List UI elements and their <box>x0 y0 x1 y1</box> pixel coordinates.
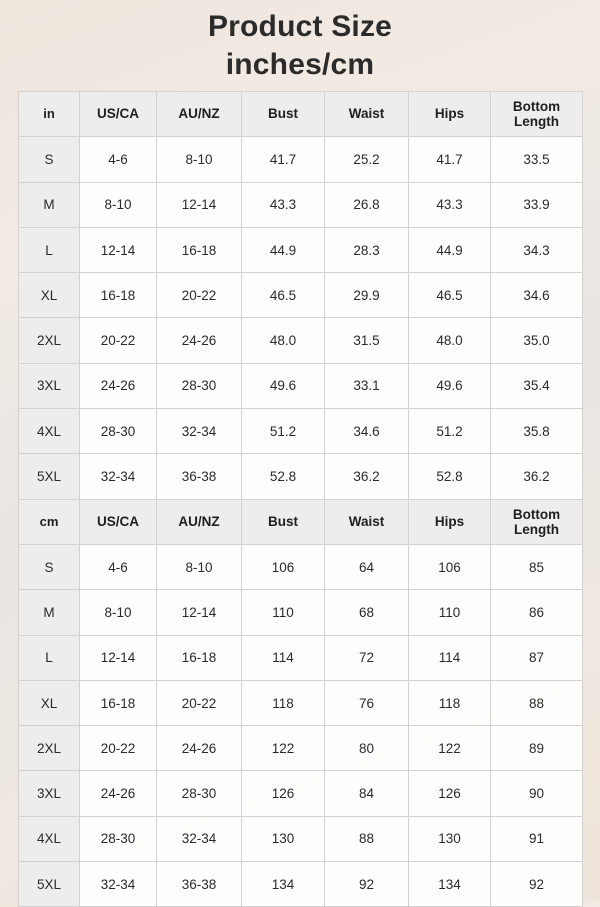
cell-hips: 46.5 <box>409 273 491 318</box>
cell-hips: 126 <box>409 771 491 816</box>
cell-hips: 44.9 <box>409 227 491 272</box>
cell-waist: 92 <box>325 862 409 907</box>
cell-bottom-length: 89 <box>491 726 583 771</box>
cell-bottom-length: 35.4 <box>491 363 583 408</box>
cell-waist: 36.2 <box>325 454 409 499</box>
cell-bottom-length: 34.6 <box>491 273 583 318</box>
row-size-label: 2XL <box>19 726 80 771</box>
cell-bust: 43.3 <box>242 182 325 227</box>
cell-hips: 49.6 <box>409 363 491 408</box>
cell-bottom-length: 35.0 <box>491 318 583 363</box>
cell-au-nz: 36-38 <box>157 862 242 907</box>
cell-hips: 41.7 <box>409 137 491 182</box>
cell-au-nz: 36-38 <box>157 454 242 499</box>
cell-us-ca: 24-26 <box>80 771 157 816</box>
cell-au-nz: 16-18 <box>157 227 242 272</box>
cell-hips: 130 <box>409 816 491 861</box>
row-size-label: M <box>19 182 80 227</box>
cell-waist: 64 <box>325 544 409 589</box>
header-us-ca-inches: US/CA <box>80 92 157 137</box>
table-row <box>19 227 583 272</box>
cell-au-nz: 24-26 <box>157 726 242 771</box>
cell-bust: 110 <box>242 590 325 635</box>
cell-waist: 25.2 <box>325 137 409 182</box>
cell-waist: 68 <box>325 590 409 635</box>
header-hips-cm: Hips <box>409 499 491 544</box>
table-row <box>19 771 583 816</box>
header-unit-cm: cm <box>19 499 80 544</box>
cell-us-ca: 12-14 <box>80 227 157 272</box>
row-size-label: L <box>19 227 80 272</box>
table-header-row-cm <box>19 499 583 544</box>
header-us-ca-cm: US/CA <box>80 499 157 544</box>
cell-hips: 106 <box>409 544 491 589</box>
cell-us-ca: 28-30 <box>80 816 157 861</box>
cell-us-ca: 12-14 <box>80 635 157 680</box>
cell-hips: 122 <box>409 726 491 771</box>
cell-au-nz: 12-14 <box>157 590 242 635</box>
cell-waist: 76 <box>325 680 409 725</box>
cell-waist: 33.1 <box>325 363 409 408</box>
header-au-nz-cm: AU/NZ <box>157 499 242 544</box>
cell-bottom-length: 35.8 <box>491 409 583 454</box>
cell-us-ca: 8-10 <box>80 182 157 227</box>
row-size-label: 5XL <box>19 454 80 499</box>
cell-hips: 48.0 <box>409 318 491 363</box>
row-size-label: 5XL <box>19 862 80 907</box>
table-row <box>19 409 583 454</box>
cell-au-nz: 32-34 <box>157 816 242 861</box>
cell-hips: 118 <box>409 680 491 725</box>
cell-bottom-length: 90 <box>491 771 583 816</box>
cell-bottom-length: 86 <box>491 590 583 635</box>
cell-au-nz: 28-30 <box>157 771 242 816</box>
cell-au-nz: 28-30 <box>157 363 242 408</box>
cell-au-nz: 8-10 <box>157 137 242 182</box>
cell-waist: 34.6 <box>325 409 409 454</box>
cell-us-ca: 8-10 <box>80 590 157 635</box>
row-size-label: 4XL <box>19 816 80 861</box>
header-bottom-word-2: Length <box>514 521 559 537</box>
cell-bust: 126 <box>242 771 325 816</box>
cell-bust: 51.2 <box>242 409 325 454</box>
page-title <box>0 0 600 85</box>
cell-bust: 44.9 <box>242 227 325 272</box>
cell-bust: 114 <box>242 635 325 680</box>
cell-bust: 122 <box>242 726 325 771</box>
table-row <box>19 635 583 680</box>
table-row <box>19 363 583 408</box>
cell-waist: 29.9 <box>325 273 409 318</box>
cell-waist: 88 <box>325 816 409 861</box>
cell-waist: 84 <box>325 771 409 816</box>
cell-bottom-length: 36.2 <box>491 454 583 499</box>
cell-hips: 52.8 <box>409 454 491 499</box>
header-bottom-word-1: Bottom <box>512 506 561 522</box>
page-title-line-1: Product Size <box>207 10 393 43</box>
header-bottom-length-inches <box>491 92 583 137</box>
cell-waist: 28.3 <box>325 227 409 272</box>
cell-au-nz: 32-34 <box>157 409 242 454</box>
cell-au-nz: 24-26 <box>157 318 242 363</box>
table-row <box>19 273 583 318</box>
row-size-label: 3XL <box>19 363 80 408</box>
cell-au-nz: 16-18 <box>157 635 242 680</box>
cell-bust: 134 <box>242 862 325 907</box>
cell-us-ca: 4-6 <box>80 544 157 589</box>
cell-bottom-length: 87 <box>491 635 583 680</box>
cell-us-ca: 16-18 <box>80 680 157 725</box>
size-table-container <box>18 91 582 907</box>
cell-bottom-length: 33.9 <box>491 182 583 227</box>
table-row <box>19 454 583 499</box>
table-row <box>19 862 583 907</box>
cell-hips: 43.3 <box>409 182 491 227</box>
cell-bust: 130 <box>242 816 325 861</box>
cell-bust: 49.6 <box>242 363 325 408</box>
cell-au-nz: 12-14 <box>157 182 242 227</box>
cell-bust: 46.5 <box>242 273 325 318</box>
cell-hips: 110 <box>409 590 491 635</box>
cell-us-ca: 20-22 <box>80 726 157 771</box>
cell-bust: 106 <box>242 544 325 589</box>
cell-waist: 80 <box>325 726 409 771</box>
cell-us-ca: 32-34 <box>80 862 157 907</box>
cell-bust: 52.8 <box>242 454 325 499</box>
header-bottom-length-cm <box>491 499 583 544</box>
cell-bust: 48.0 <box>242 318 325 363</box>
header-hips-inches: Hips <box>409 92 491 137</box>
header-bust-inches: Bust <box>242 92 325 137</box>
cell-waist: 26.8 <box>325 182 409 227</box>
cell-hips: 114 <box>409 635 491 680</box>
table-header-row-inches <box>19 92 583 137</box>
cell-us-ca: 32-34 <box>80 454 157 499</box>
table-row <box>19 816 583 861</box>
cell-bust: 118 <box>242 680 325 725</box>
cell-bottom-length: 33.5 <box>491 137 583 182</box>
row-size-label: S <box>19 544 80 589</box>
cell-bottom-length: 91 <box>491 816 583 861</box>
table-row <box>19 182 583 227</box>
cell-hips: 51.2 <box>409 409 491 454</box>
cell-bottom-length: 92 <box>491 862 583 907</box>
row-size-label: XL <box>19 680 80 725</box>
cell-bust: 41.7 <box>242 137 325 182</box>
table-row <box>19 318 583 363</box>
cell-us-ca: 16-18 <box>80 273 157 318</box>
size-table <box>18 91 583 907</box>
cell-hips: 134 <box>409 862 491 907</box>
cell-waist: 31.5 <box>325 318 409 363</box>
row-size-label: M <box>19 590 80 635</box>
row-size-label: L <box>19 635 80 680</box>
cell-au-nz: 8-10 <box>157 544 242 589</box>
table-row <box>19 680 583 725</box>
header-waist-inches: Waist <box>325 92 409 137</box>
row-size-label: 3XL <box>19 771 80 816</box>
cell-waist: 72 <box>325 635 409 680</box>
page-title-line-2: inches/cm <box>225 48 375 82</box>
table-row <box>19 544 583 589</box>
row-size-label: XL <box>19 273 80 318</box>
size-table-body <box>19 92 583 907</box>
row-size-label: 4XL <box>19 409 80 454</box>
table-row <box>19 726 583 771</box>
cell-au-nz: 20-22 <box>157 273 242 318</box>
cell-us-ca: 20-22 <box>80 318 157 363</box>
cell-au-nz: 20-22 <box>157 680 242 725</box>
cell-bottom-length: 85 <box>491 544 583 589</box>
table-row <box>19 137 583 182</box>
row-size-label: S <box>19 137 80 182</box>
table-row <box>19 590 583 635</box>
cell-bottom-length: 88 <box>491 680 583 725</box>
header-bust-cm: Bust <box>242 499 325 544</box>
cell-us-ca: 28-30 <box>80 409 157 454</box>
cell-us-ca: 24-26 <box>80 363 157 408</box>
cell-us-ca: 4-6 <box>80 137 157 182</box>
cell-bottom-length: 34.3 <box>491 227 583 272</box>
header-au-nz-inches: AU/NZ <box>157 92 242 137</box>
header-bottom-word-2: Length <box>514 114 559 130</box>
header-waist-cm: Waist <box>325 499 409 544</box>
header-bottom-word-1: Bottom <box>512 99 561 115</box>
header-unit-inches: in <box>19 92 80 137</box>
row-size-label: 2XL <box>19 318 80 363</box>
